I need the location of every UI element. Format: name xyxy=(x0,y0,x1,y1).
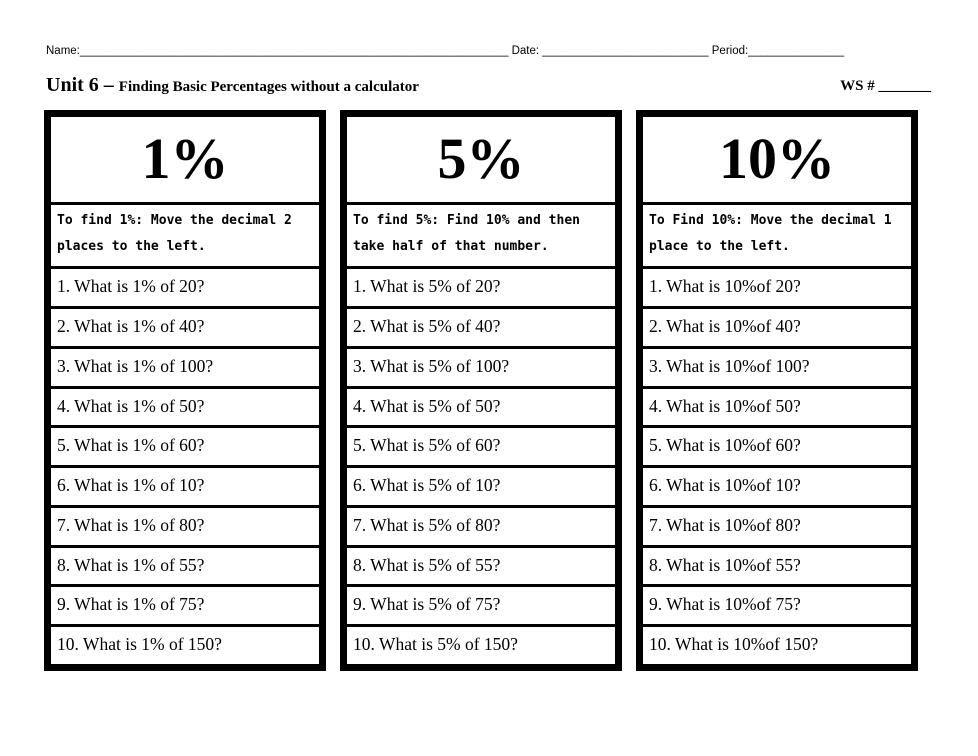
question-row[interactable]: 7. What is 10%of 80? xyxy=(643,508,911,545)
rule-instructions: To find 5%: Find 10% and then take half of that number. xyxy=(347,205,615,267)
question-row[interactable]: 1. What is 5% of 20? xyxy=(347,269,615,306)
question-row[interactable]: 10. What is 1% of 150? xyxy=(51,627,319,664)
rule-instructions: To find 1%: Move the decimal 2 places to the left. xyxy=(51,205,319,267)
question-row[interactable]: 4. What is 5% of 50? xyxy=(347,389,615,426)
question-row[interactable]: 3. What is 5% of 100? xyxy=(347,349,615,386)
question-row[interactable]: 5. What is 5% of 60? xyxy=(347,428,615,465)
column-10-percent xyxy=(636,110,918,671)
question-row[interactable]: 8. What is 5% of 55? xyxy=(347,548,615,585)
question-row[interactable]: 6. What is 5% of 10? xyxy=(347,468,615,505)
question-row[interactable]: 3. What is 10%of 100? xyxy=(643,349,911,386)
percent-heading: 1% xyxy=(51,117,319,202)
question-row[interactable]: 2. What is 10%of 40? xyxy=(643,309,911,346)
question-row[interactable]: 1. What is 1% of 20? xyxy=(51,269,319,306)
name-date-period-line[interactable]: Name:___________________________________________________________________ Date: __________________________ Period:_______________ xyxy=(46,45,845,57)
question-row[interactable]: 9. What is 10%of 75? xyxy=(643,587,911,624)
question-row[interactable]: 10. What is 10%of 150? xyxy=(643,627,911,664)
title-dash: – xyxy=(98,74,119,96)
question-row[interactable]: 6. What is 10%of 10? xyxy=(643,468,911,505)
worksheet-columns xyxy=(44,110,918,671)
question-row[interactable]: 5. What is 1% of 60? xyxy=(51,428,319,465)
unit-label: Unit 6 xyxy=(46,74,99,96)
column-1-percent xyxy=(44,110,326,671)
rule-instructions: To Find 10%: Move the decimal 1 place to the left. xyxy=(643,205,911,267)
worksheet-number[interactable]: WS # _______ xyxy=(840,78,931,94)
question-row[interactable]: 6. What is 1% of 10? xyxy=(51,468,319,505)
question-row[interactable]: 4. What is 10%of 50? xyxy=(643,389,911,426)
question-row[interactable]: 8. What is 1% of 55? xyxy=(51,548,319,585)
question-row[interactable]: 10. What is 5% of 150? xyxy=(347,627,615,664)
question-row[interactable]: 4. What is 1% of 50? xyxy=(51,389,319,426)
question-row[interactable]: 2. What is 5% of 40? xyxy=(347,309,615,346)
question-row[interactable]: 8. What is 10%of 55? xyxy=(643,548,911,585)
percent-heading: 5% xyxy=(347,117,615,202)
percent-heading: 10% xyxy=(643,117,911,202)
question-row[interactable]: 9. What is 5% of 75? xyxy=(347,587,615,624)
question-row[interactable]: 2. What is 1% of 40? xyxy=(51,309,319,346)
worksheet-title xyxy=(46,74,419,97)
question-row[interactable]: 3. What is 1% of 100? xyxy=(51,349,319,386)
question-row[interactable]: 1. What is 10%of 20? xyxy=(643,269,911,306)
column-5-percent xyxy=(340,110,622,671)
question-row[interactable]: 7. What is 5% of 80? xyxy=(347,508,615,545)
worksheet-subtitle: Finding Basic Percentages without a calculator xyxy=(118,79,419,95)
question-row[interactable]: 9. What is 1% of 75? xyxy=(51,587,319,624)
question-row[interactable]: 7. What is 1% of 80? xyxy=(51,508,319,545)
question-row[interactable]: 5. What is 10%of 60? xyxy=(643,428,911,465)
